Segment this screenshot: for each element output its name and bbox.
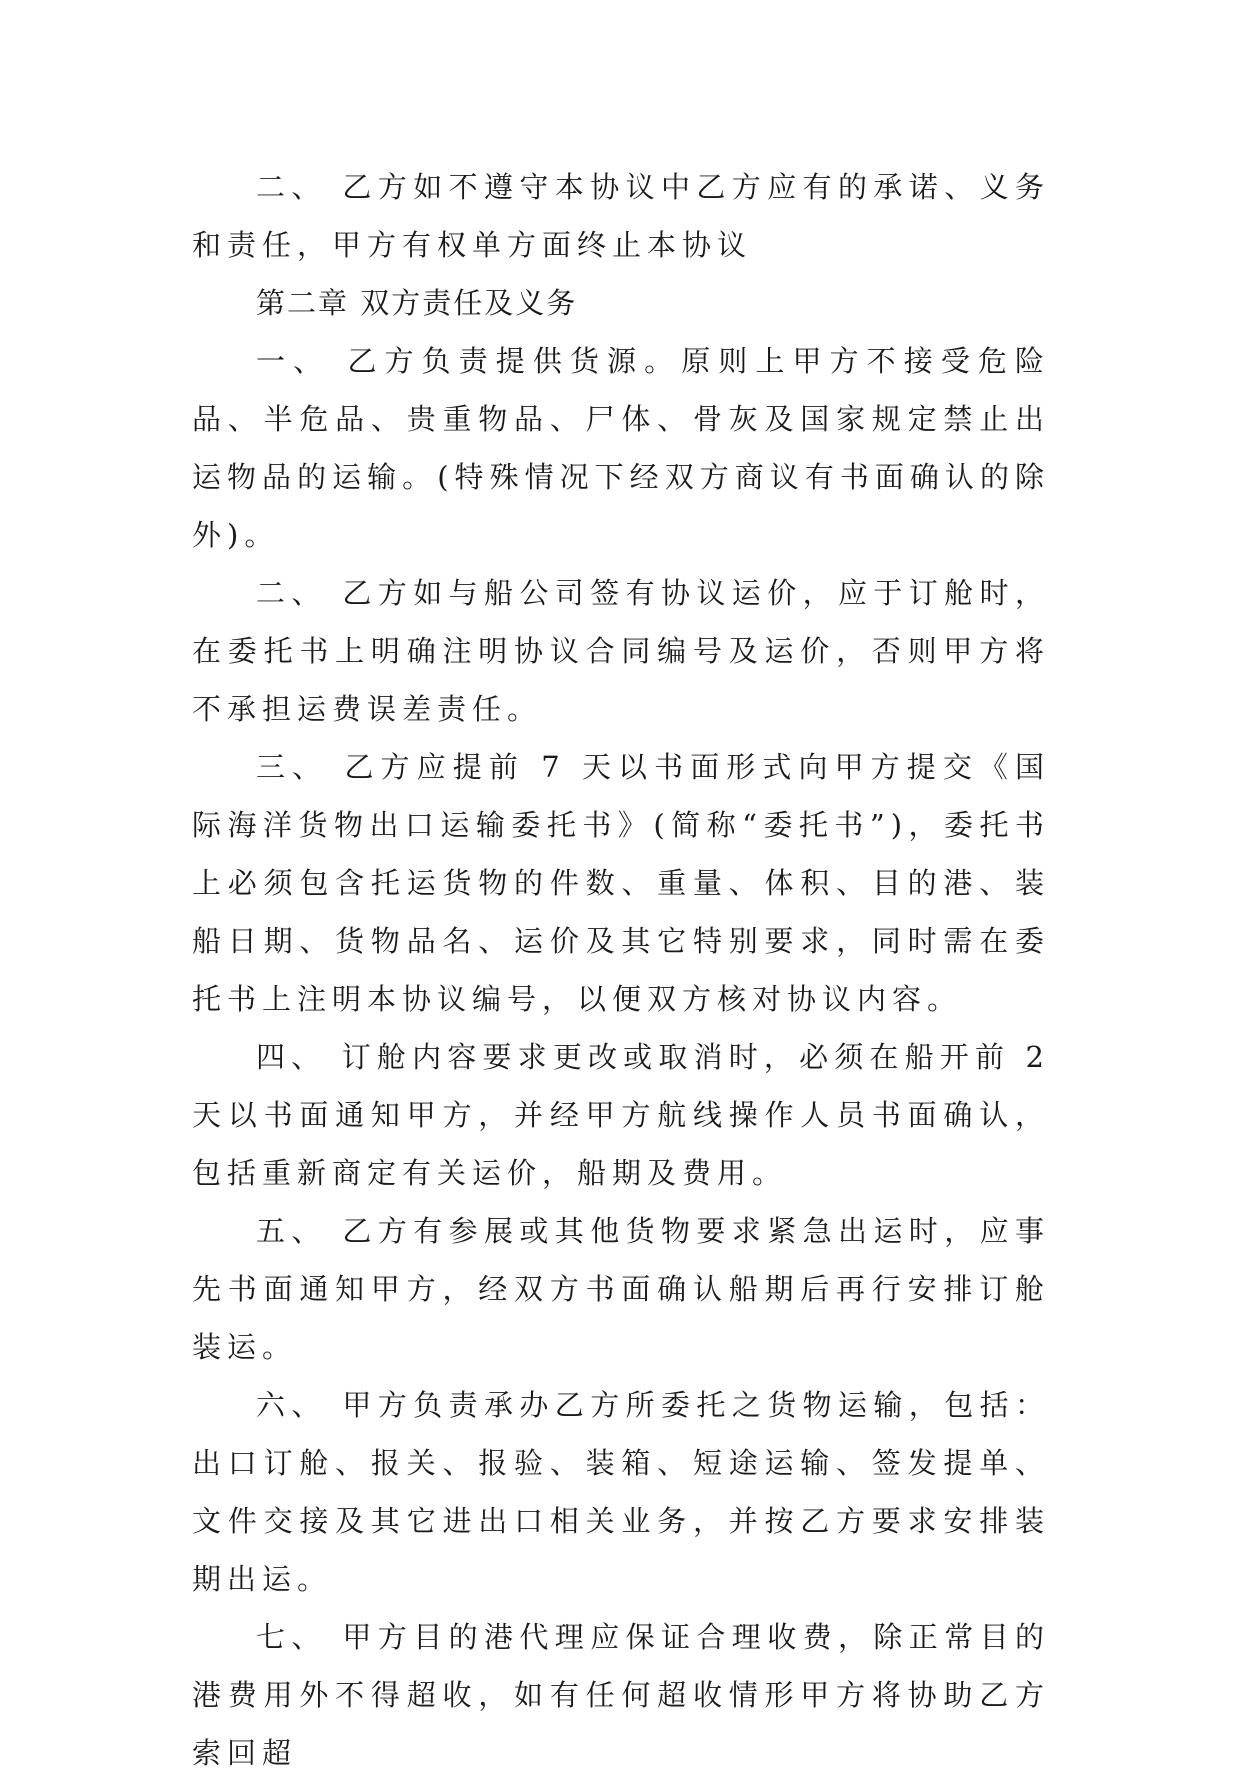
clause-2-termination: 二、 乙方如不遵守本协议中乙方应有的承诺、义务和责任，甲方有权单方面终止本协议 — [192, 170, 1050, 262]
clause-4-booking-changes: 四、 订舱内容要求更改或取消时，必须在船开前 2 天以书面通知甲方，并经甲方航线操作人员书面确认，包括重新商定有关运价，船期及费用。 — [192, 1040, 1050, 1190]
clause-3-booking-letter: 三、 乙方应提前 7 天以书面形式向甲方提交《国际海洋货物出口运输委托书》(简称“委托书”)，委托书上必须包含托运货物的件数、重量、体积、目的港、装船日期、货物品名、运价及其它特别要求，同时需在委托书上注明本协议编号，以便双方核对协议内容。 — [192, 750, 1050, 1016]
clause-1-cargo-source: 一、 乙方负责提供货源。原则上甲方不接受危险品、半危品、贵重物品、尸体、骨灰及国家规定禁止出运物品的运输。(特殊情况下经双方商议有书面确认的除外)。 — [192, 344, 1050, 552]
clause-7-destination-charges: 七、 甲方目的港代理应保证合理收费，除正常目的港费用外不得超收，如有任何超收情形甲方将协助乙方索回超 — [192, 1620, 1050, 1770]
clause-2-agreement-rate: 二、 乙方如与船公司签有协议运价，应于订舱时，在委托书上明确注明协议合同编号及运价，否则甲方将不承担运费误差责任。 — [192, 576, 1050, 726]
chapter-2-heading: 第二章 双方责任及义务 — [256, 286, 578, 320]
clause-6-party-a-duties: 六、 甲方负责承办乙方所委托之货物运输，包括：出口订舱、报关、报验、装箱、短途运输、签发提单、文件交接及其它进出口相关业务，并按乙方要求安排装期出运。 — [192, 1388, 1050, 1596]
document-page — [192, 158, 1050, 1782]
clause-5-urgent-shipment: 五、 乙方有参展或其他货物要求紧急出运时，应事先书面通知甲方，经双方书面确认船期后再行安排订舱装运。 — [192, 1214, 1050, 1364]
